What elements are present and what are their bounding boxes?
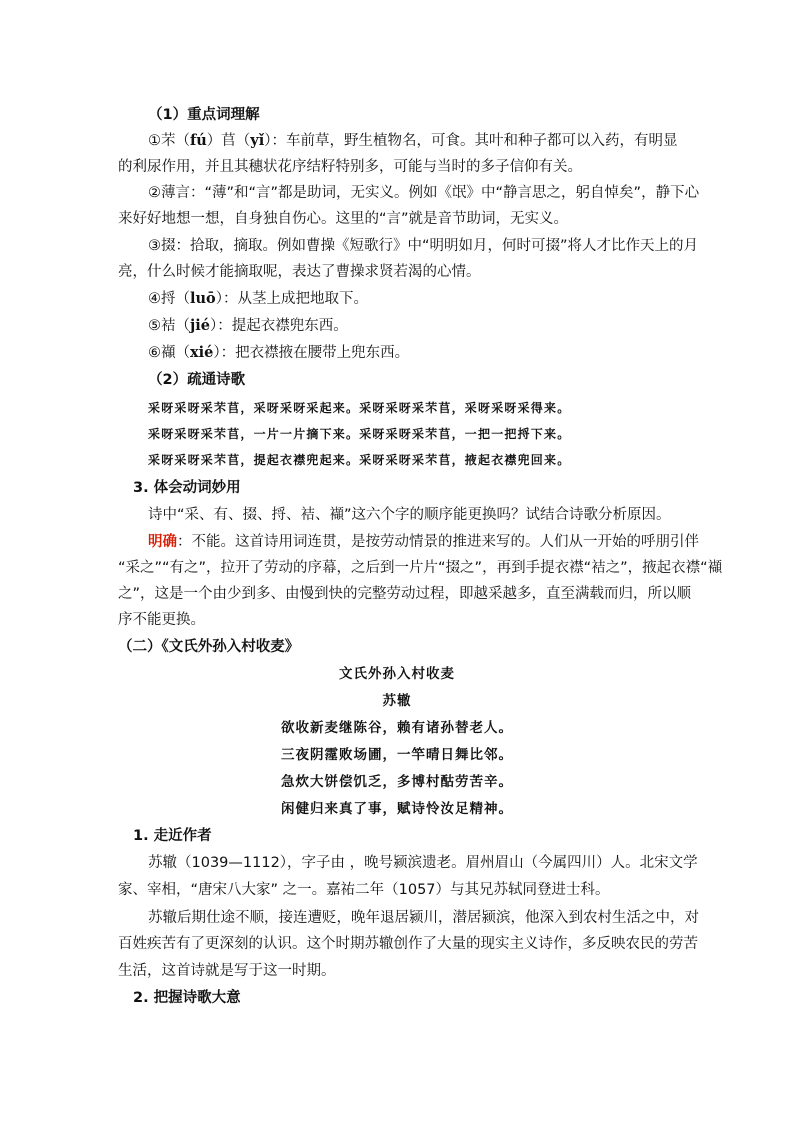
note-2-line-1: ②薄言：“薄”和“言”都是助词，无实义。例如《氓》中“静言思之，躬自悼矣”，静下心 (148, 185, 700, 201)
paraphrase-line: 采呀采呀采芣苢，提起衣襟兜起来。采呀采呀采芣苢，掖起衣襟兜回来。 (148, 453, 571, 467)
pinyin-jie: jié (190, 317, 210, 334)
note-6-text: ）：把衣襟掖在腰带上兜东西。 (213, 345, 410, 361)
answer-line-4: 序不能更换。 (118, 612, 205, 628)
note-6-text: ⑥襭（ (148, 345, 190, 361)
poem-author: 苏辙 (382, 693, 412, 709)
author-paragraph-line: 生活，这首诗就是写于这一时期。 (118, 963, 336, 979)
answer-line-3: 之”，这是一个由少到多、由慢到快的完整劳动过程，即越采越多，直至满载而归，所以顺 (118, 586, 692, 602)
question-text: 诗中“采、有、掇、捋、袺、襭”这六个字的顺序能更换吗？试结合诗歌分析原因。 (148, 507, 671, 523)
section-heading-paraphrase: （2）疏通诗歌 (148, 372, 246, 388)
section-heading-word-understanding: （1）重点词理解 (148, 107, 260, 123)
section-heading-poem: （二）《文氏外孙入村收麦》 (118, 639, 300, 655)
section-heading-meaning: 2. 把握诗歌大意 (133, 990, 241, 1006)
note-6 (148, 343, 409, 363)
answer-line-1 (148, 532, 699, 552)
paraphrase-line: 采呀采呀采芣苢，采呀采呀采起来。采呀采呀采芣苢，采呀采呀采得来。 (148, 401, 571, 415)
section-heading-author: 1. 走近作者 (133, 828, 212, 844)
answer-line-2: “采之”“有之”，拉开了劳动的序幕，之后到一片片“掇之”，再到手提衣襟“袺之”，掖起衣襟“襭 (118, 560, 723, 576)
section-heading-verbs: 3. 体会动词妙用 (133, 480, 241, 496)
author-paragraph-line: 家、宰相，“唐宋八大家” 之一。嘉祐二年（1057）与其兄苏轼同登进士科。 (118, 882, 610, 898)
author-paragraph-line: 苏辙后期仕途不顺，接连遭贬，晚年退居颍川，潜居颍滨，他深入到农村生活之中，对 (148, 910, 699, 926)
poem-title: 文氏外孙入村收麦 (339, 666, 455, 682)
note-1-line-1 (148, 131, 677, 151)
answer-label: 明确 (148, 534, 177, 550)
note-3-line-2: 亮，什么时候才能摘取呢，表达了曹操求贤若渴的心情。 (118, 264, 481, 280)
poem-line: 急炊大饼偿饥乏，多博村酤劳苦辛。 (281, 774, 513, 790)
note-4 (148, 289, 368, 309)
pinyin-yi: yǐ (250, 132, 265, 149)
note-2-line-2: 来好好地想一想，自身独自伤心。这里的“言”就是音节助词，无实义。 (118, 211, 569, 227)
note-4-text: ④捋（ (148, 291, 190, 307)
note-4-text: ）：从茎上成把地取下。 (215, 291, 368, 307)
note-1-line-2: 的利尿作用，并且其穗状花序结籽特别多，可能与当时的多子信仰有关。 (118, 159, 582, 175)
pinyin-fu: fú (190, 132, 207, 149)
note-5 (148, 316, 348, 336)
answer-text: ：不能。这首诗用词连贯，是按劳动情景的推进来写的。人们从一开始的呼朋引伴 (177, 534, 699, 550)
pinyin-xie: xié (190, 344, 214, 361)
poem-line: 闲健归来真了事，赋诗怜汝足精神。 (281, 801, 513, 817)
note-1-text: ①芣（ (148, 133, 190, 149)
paraphrase-line: 采呀采呀采芣苢，一片一片摘下来。采呀采呀采芣苢，一把一把捋下来。 (148, 427, 571, 441)
author-paragraph-line: 百姓疾苦有了更深刻的认识。这个时期苏辙创作了大量的现实主义诗作，多反映农民的劳苦 (118, 936, 698, 952)
note-1-text: ）：车前草，野生植物名，可食。其叶和种子都可以入药，有明显 (264, 133, 678, 149)
note-1-text: ）苢（ (206, 133, 251, 149)
note-5-text: ⑤袺（ (148, 318, 190, 334)
note-3-line-1: ③掇：拾取，摘取。例如曹操《短歌行》中“明明如月，何时可掇”将人才比作天上的月 (148, 238, 699, 254)
note-5-text: ）：提起衣襟兜东西。 (209, 318, 348, 334)
poem-line: 三夜阴霪败场圃，一竿晴日舞比邻。 (281, 747, 513, 763)
author-paragraph-line: 苏辙（1039—1112），字子由 ，晚号颍滨遗老。眉州眉山（今属四川）人。北宋文学 (148, 855, 698, 871)
poem-line: 欲收新麦继陈谷，赖有诸孙替老人。 (281, 720, 513, 736)
pinyin-luo: luō (190, 290, 216, 307)
